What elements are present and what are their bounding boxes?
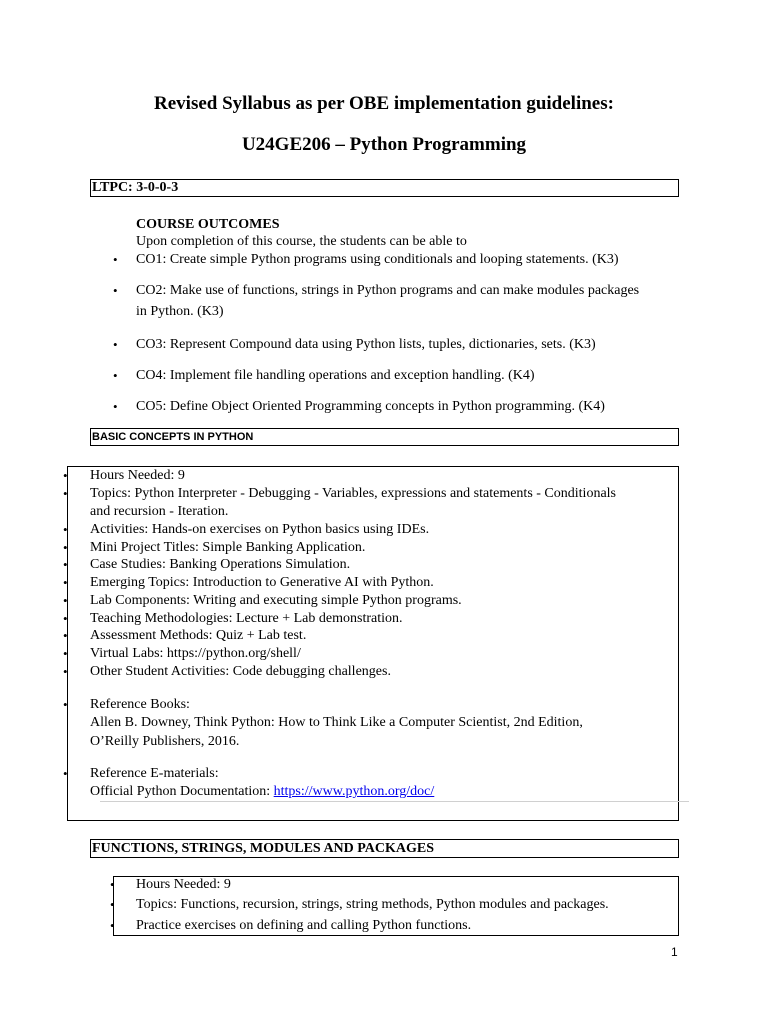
bullet-icon: • xyxy=(113,252,118,267)
bullet-icon: • xyxy=(63,486,68,501)
bullet-icon: • xyxy=(110,918,115,933)
outcomes-intro: Upon completion of this course, the students can be able to xyxy=(136,234,467,249)
ltpc-box xyxy=(90,179,679,197)
section-title-box xyxy=(90,428,679,446)
bullet-icon: • xyxy=(113,368,118,383)
section-title-box xyxy=(90,839,679,858)
course-title: U24GE206 – Python Programming xyxy=(241,134,527,155)
section-title: BASIC CONCEPTS IN PYTHON xyxy=(92,431,254,443)
document-title: Revised Syllabus as per OBE implementation guidelines: xyxy=(154,93,614,114)
bullet-icon: • xyxy=(63,522,68,537)
page-number: 1 xyxy=(671,945,678,959)
bullet-icon: • xyxy=(110,897,115,912)
bullet-icon: • xyxy=(63,664,68,679)
bullet-icon: • xyxy=(63,540,68,555)
bullet-icon: • xyxy=(63,766,68,781)
section-title: FUNCTIONS, STRINGS, MODULES AND PACKAGES xyxy=(92,841,435,856)
bullet-icon: • xyxy=(63,697,68,712)
bullet-icon: • xyxy=(110,877,115,892)
python-docs-link[interactable]: https://www.python.org/doc/ xyxy=(273,784,435,799)
ltpc-label: LTPC: 3-0-0-3 xyxy=(92,180,179,195)
divider xyxy=(100,801,689,802)
bullet-icon: • xyxy=(63,593,68,608)
bullet-icon: • xyxy=(63,468,68,483)
bullet-icon: • xyxy=(113,283,118,298)
bullet-icon: • xyxy=(63,575,68,590)
bullet-icon: • xyxy=(63,557,68,572)
bullet-icon: • xyxy=(63,611,68,626)
bullet-icon: • xyxy=(63,628,68,643)
bullet-icon: • xyxy=(63,646,68,661)
bullet-icon: • xyxy=(113,399,118,414)
outcomes-heading: COURSE OUTCOMES xyxy=(136,217,280,232)
bullet-icon: • xyxy=(113,337,118,352)
